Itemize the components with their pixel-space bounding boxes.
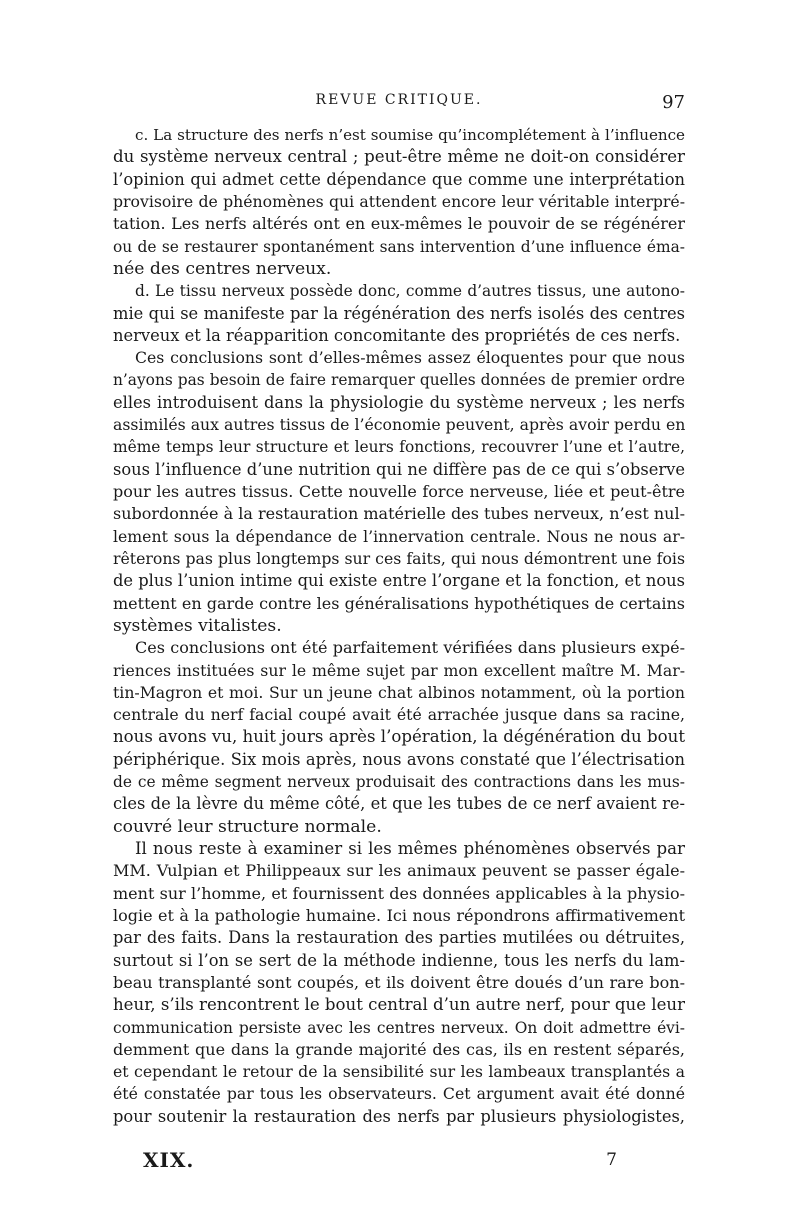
text-line: nerveux et la réapparition concomitante des propriétés de ces nerfs. [113, 325, 681, 345]
text-line: mettent en garde contre les généralisations hypothétiques de certains [113, 593, 685, 613]
text-line: couvré leur structure normale. [113, 816, 382, 837]
text-line: pour les autres tissus. Cette nouvelle force nerveuse, liée et peut-être [113, 482, 685, 501]
text-line: provisoire de phénomènes qui attendent encore leur véritable interpré- [113, 191, 685, 211]
body-text [113, 124, 685, 1128]
sheet-number: 7 [606, 1150, 617, 1170]
page-footer [113, 1148, 685, 1178]
text-line: pour soutenir la restauration des nerfs par plusieurs physiologistes, [113, 1106, 685, 1126]
text-line: assimilés aux autres tissus de l’économie peuvent, après avoir perdu en [113, 415, 685, 435]
text-line: Ces conclusions sont d’elles-mêmes assez éloquentes pour que nous [135, 348, 685, 368]
text-line: Il nous reste à examiner si les mêmes phénomènes observés par [135, 839, 685, 858]
text-line: communication persiste avec les centres nerveux. On doit admettre évi- [113, 1018, 685, 1037]
text-line: tin-Magron et moi. Sur un jeune chat albinos notamment, où la portion [113, 682, 685, 702]
text-line: d. Le tissu nerveux possède donc, comme d’autres tissus, une autono- [135, 282, 685, 301]
running-title: REVUE CRITIQUE. [315, 92, 483, 108]
text-line: et cependant le retour de la sensibilité sur les lambeaux transplantés a [113, 1062, 685, 1082]
text-line: c. La structure des nerfs n’est soumise qu’incomplétement à l’influence [135, 126, 685, 144]
text-line: centrale du nerf facial coupé avait été arrachée jusque dans sa racine, [113, 705, 685, 725]
text-line: elles introduisent dans la physiologie du système nerveux ; les nerfs [113, 392, 685, 412]
text-line: de ce même segment nerveux produisait des contractions dans les mus- [113, 773, 685, 792]
text-line: de plus l’union intime qui existe entre l’organe et la fonction, et nous [113, 571, 685, 591]
text-line: heur, s’ils rencontrent le bout central d’un autre nerf, pour que leur [113, 995, 685, 1015]
text-line: du système nerveux central ; peut-être même ne doit-on considérer [113, 147, 685, 167]
text-line: lement sous la dépendance de l’innervation centrale. Nous ne nous ar- [113, 526, 685, 546]
text-line: par des faits. Dans la restauration des parties mutilées ou détruites, [113, 928, 685, 948]
text-line: logie et à la pathologie humaine. Ici nous répondrons affirmativement [113, 905, 685, 925]
text-line: n’ayons pas besoin de faire remarquer quelles données de premier ordre [113, 371, 685, 390]
text-line: systèmes vitalistes. [113, 615, 282, 636]
text-line: beau transplanté sont coupés, et ils doivent être doués d’un rare bon- [113, 972, 685, 992]
text-line: cles de la lèvre du même côté, et que les tubes de ce nerf avaient re- [113, 794, 685, 814]
text-line: nous avons vu, huit jours après l’opération, la dégénération du bout [113, 727, 685, 747]
text-line: l’opinion qui admet cette dépendance que comme une interprétation [113, 169, 685, 189]
text-line: tation. Les nerfs altérés ont en eux-mêmes le pouvoir de se régénérer [113, 214, 685, 234]
text-line: Ces conclusions ont été parfaitement vérifiées dans plusieurs expé- [135, 638, 685, 658]
page-number: 97 [662, 92, 685, 113]
text-line: riences instituées sur le même sujet par mon excellent maître M. Mar- [113, 660, 685, 680]
text-line: périphérique. Six mois après, nous avons constaté que l’électrisation [113, 749, 685, 769]
text-line: même temps leur structure et leurs fonctions, recouvrer l’une et l’autre, [113, 438, 685, 457]
running-head [113, 92, 685, 116]
text-line: mie qui se manifeste par la régénération des nerfs isolés des centres [113, 303, 685, 323]
text-line: ou de se restaurer spontanément sans intervention d’une influence éma- [113, 237, 685, 256]
text-line: subordonnée à la restauration matérielle des tubes nerveux, n’est nul- [113, 504, 685, 524]
text-line: ment sur l’homme, et fournissent des données applicables à la physio- [113, 883, 685, 903]
text-line: surtout si l’on se sert de la méthode indienne, tous les nerfs du lam- [113, 950, 685, 970]
text-line: MM. Vulpian et Philippeaux sur les animaux peuvent se passer égale- [113, 861, 685, 881]
signature-mark: XIX. [143, 1148, 195, 1172]
text-line: demment que dans la grande majorité des cas, ils en restent séparés, [113, 1039, 685, 1059]
text-line: sous l’influence d’une nutrition qui ne diffère pas de ce qui s’observe [113, 459, 685, 479]
text-line: été constatée par tous les observateurs. Cet argument avait été donné [113, 1084, 685, 1104]
text-line: rêterons pas plus longtemps sur ces faits, qui nous démontrent une fois [113, 548, 685, 568]
text-line: née des centres nerveux. [113, 258, 332, 279]
